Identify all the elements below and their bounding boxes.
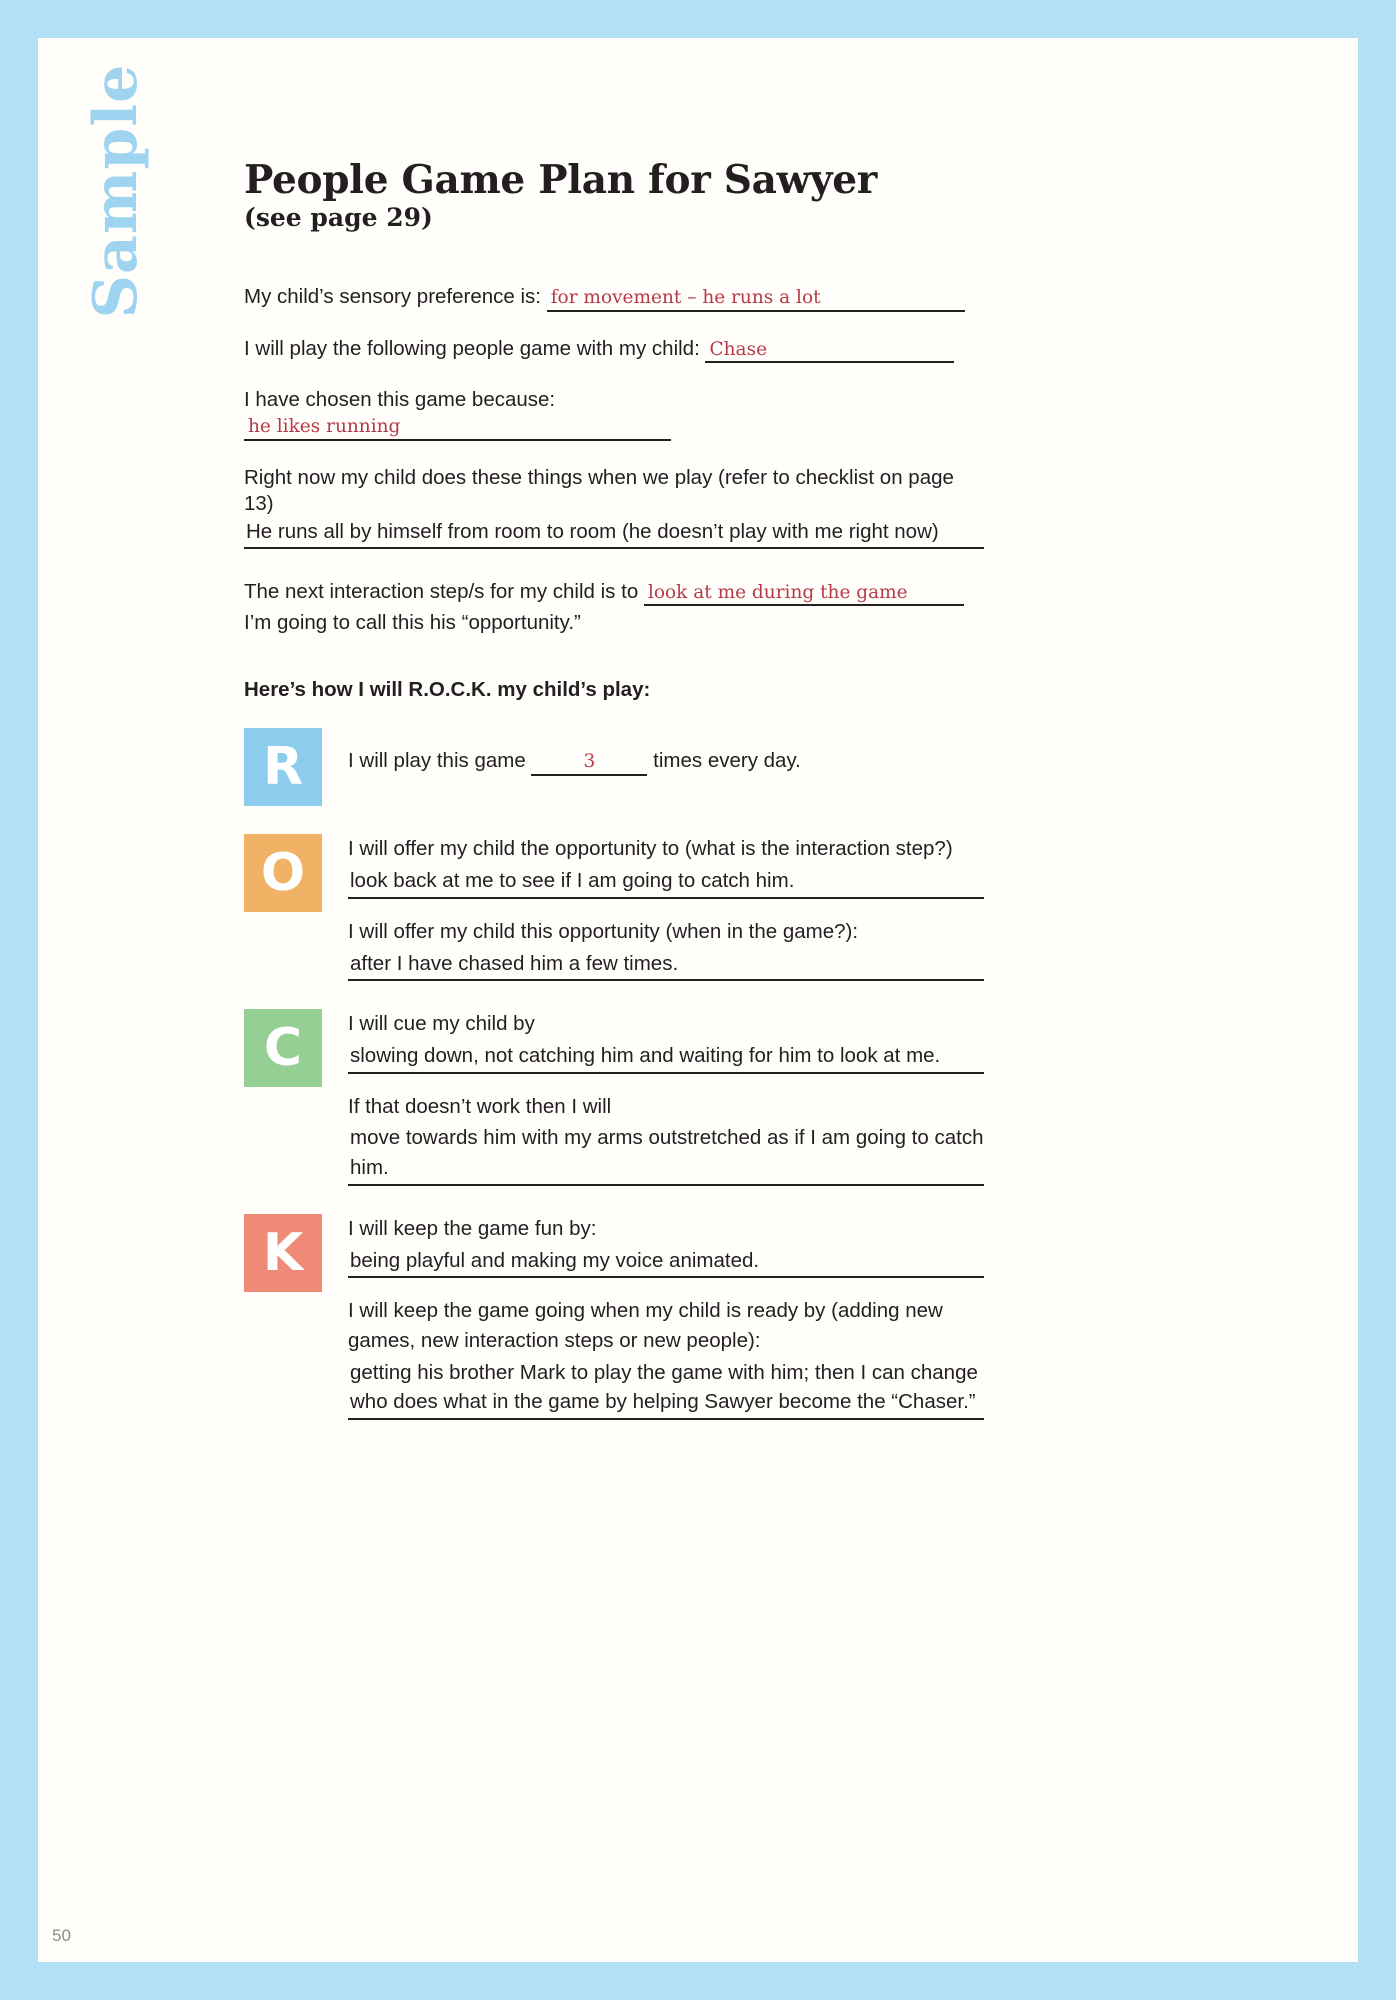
field-reason — [244, 387, 984, 441]
rock-r-line-1 — [348, 746, 984, 776]
field-opportunity-note: I’m going to call this his “opportunity.” — [244, 611, 581, 635]
rock-o-line-1-pre: I will offer my child the opportunity to (what is the interaction step?) — [348, 837, 953, 861]
field-next-step — [244, 579, 984, 637]
rock-row-c — [244, 1009, 984, 1186]
field-people-game — [244, 336, 984, 364]
field-people-game-value: Chase — [709, 338, 768, 360]
rock-c-line-2-blank[interactable] — [348, 1123, 984, 1185]
rock-k-line-2 — [348, 1296, 984, 1420]
rock-k-line-1-pre: I will keep the game fun by: — [348, 1216, 597, 1240]
rock-r-line-1-blank[interactable] — [531, 749, 647, 776]
rock-badge-k: K — [244, 1214, 322, 1292]
page-number: 50 — [52, 1926, 71, 1945]
rock-body-r — [348, 728, 984, 776]
field-right-now-label: Right now my child does these things when we play (refer to checklist on page 13) — [244, 465, 954, 516]
sample-watermark-label: Sample — [81, 63, 151, 319]
rock-body-o — [348, 834, 984, 981]
rock-o-line-1-blank[interactable] — [348, 866, 984, 899]
rock-c-line-1-value: slowing down, not catching him and waiting for him to look at me. — [350, 1043, 941, 1067]
rock-badge-c: C — [244, 1009, 322, 1087]
field-reason-label: I have chosen this game because: — [244, 388, 556, 412]
rock-k-line-1-value: being playful and making my voice animated. — [350, 1248, 760, 1272]
rock-k-line-1 — [348, 1214, 984, 1278]
field-next-step-blank[interactable] — [644, 580, 964, 607]
rock-body-k — [348, 1214, 984, 1420]
rock-c-line-2-value: move towards him with my arms outstretched as if I am going to catch him. — [350, 1126, 984, 1180]
field-right-now-value: He runs all by himself from room to room (he doesn’t play with me right now) — [246, 520, 939, 544]
field-next-step-value: look at me during the game — [647, 581, 908, 603]
rock-r-line-1-pre: I will play this game — [348, 749, 526, 773]
rock-r-line-1-post: times every day. — [653, 749, 801, 773]
rock-c-line-2-pre: If that doesn’t work then I will — [348, 1094, 612, 1118]
rock-body-c — [348, 1009, 984, 1186]
field-people-game-label: I will play the following people game with my child: — [244, 336, 700, 360]
rock-c-line-2 — [348, 1092, 984, 1186]
rock-badge-r: R — [244, 728, 322, 806]
rock-c-line-1-pre: I will cue my child by — [348, 1012, 535, 1036]
field-right-now — [244, 465, 984, 549]
rock-r-line-1-value: 3 — [583, 751, 596, 773]
rock-c-line-1-blank[interactable] — [348, 1041, 984, 1074]
rock-o-line-2-pre: I will offer my child this opportunity (when in the game?): — [348, 919, 859, 943]
rock-k-line-2-value: getting his brother Mark to play the game with him; then I can change who does what in the game by helping Sawyer become the “Chaser.” — [350, 1360, 978, 1414]
rock-row-r — [244, 728, 984, 806]
sample-watermark — [38, 38, 188, 338]
rock-badge-o: O — [244, 834, 322, 912]
field-reason-blank[interactable] — [244, 414, 671, 441]
field-sensory-preference — [244, 284, 984, 312]
field-sensory-preference-blank[interactable] — [547, 285, 965, 312]
rock-o-line-2-value: after I have chased him a few times. — [350, 951, 679, 975]
rock-o-line-2-blank[interactable] — [348, 949, 984, 982]
rock-k-line-2-blank[interactable] — [348, 1358, 984, 1420]
field-sensory-preference-label: My child’s sensory preference is: — [244, 284, 541, 308]
field-next-step-label: The next interaction step/s for my child is to — [244, 579, 639, 603]
rock-row-k — [244, 1214, 984, 1420]
form-content — [244, 157, 984, 1448]
rock-o-line-2 — [348, 917, 984, 981]
rock-k-line-2-pre: I will keep the game going when my child is ready by (adding new games, new interaction steps or new people): — [348, 1299, 943, 1352]
rock-row-o — [244, 834, 984, 981]
rock-o-line-1-value: look back at me to see if I am going to catch him. — [350, 869, 795, 893]
rock-section-header: Here’s how I will R.O.C.K. my child’s play: — [244, 678, 651, 702]
page-title: People Game Plan for Sawyer — [244, 157, 878, 203]
field-right-now-blank[interactable] — [244, 519, 984, 548]
rock-k-line-1-blank[interactable] — [348, 1246, 984, 1279]
rock-c-line-1 — [348, 1009, 984, 1073]
rock-o-line-1 — [348, 834, 984, 898]
field-reason-value: he likes running — [248, 416, 401, 438]
page-sheet — [38, 38, 1358, 1962]
field-people-game-blank[interactable] — [705, 337, 954, 364]
page-subtitle: (see page 29) — [244, 202, 433, 232]
field-sensory-preference-value: for movement – he runs a lot — [550, 286, 821, 308]
